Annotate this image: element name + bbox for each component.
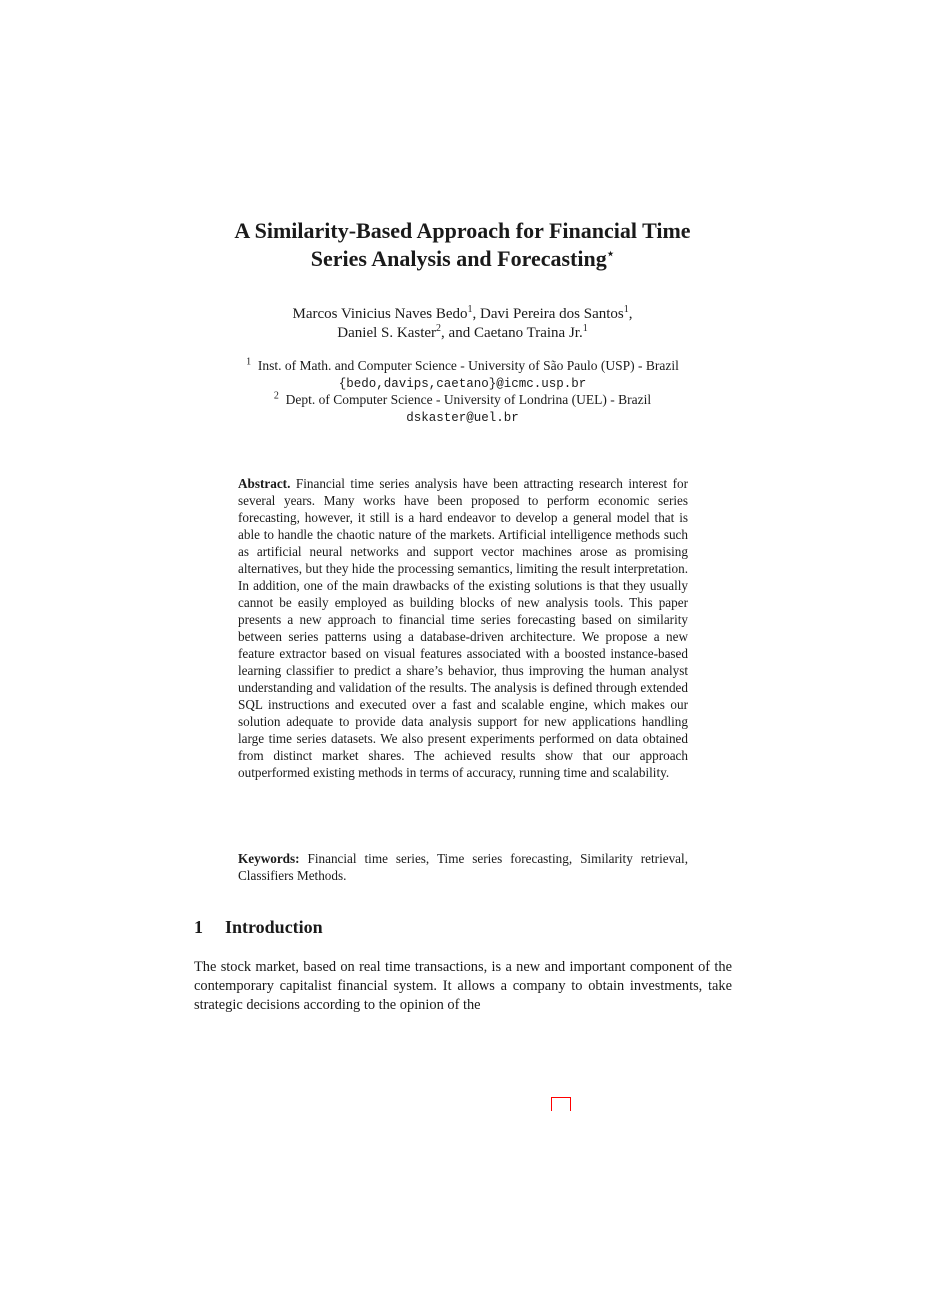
author-separator: , <box>628 306 633 322</box>
affiliation-name: Inst. of Math. and Computer Science - University of São Paulo (USP) - Brazil <box>257 358 679 373</box>
author-affiliation-mark: 2 <box>436 323 442 334</box>
affiliation-mark: 1 <box>246 356 252 368</box>
section-number: 1 <box>194 917 203 937</box>
keywords-text: Financial time series, Time series forecasting, Similarity retrieval, Classifiers Methods. <box>238 851 688 883</box>
keywords <box>238 850 688 884</box>
author-name: Daniel S. Kaster <box>337 325 437 341</box>
title-line-2: Series Analysis and Forecasting <box>310 246 607 271</box>
section-heading-introduction <box>194 916 323 938</box>
keywords-label: Keywords: <box>238 851 300 866</box>
affiliation-email[interactable]: dskaster@uel.br <box>406 411 519 425</box>
author-name: Caetano Traina Jr. <box>473 325 583 341</box>
paper-title <box>150 217 775 273</box>
author-separator: , <box>472 306 481 322</box>
introduction-paragraph: The stock market, based on real time transactions, is a new and important component of the contemporary capitalist financial system. It allows a company to obtain investments, take strategic decisions according to the opinion of the <box>194 959 732 1013</box>
abstract-label: Abstract. <box>238 476 291 491</box>
abstract <box>238 475 688 781</box>
author-list <box>150 305 775 343</box>
affiliation-2 <box>150 391 775 427</box>
author-name: Davi Pereira dos Santos <box>480 306 624 322</box>
affiliation-mark: 2 <box>273 390 279 402</box>
author-affiliation-mark: 1 <box>582 323 588 334</box>
author-name: Marcos Vinicius Naves Bedo <box>292 306 468 322</box>
footnote-link-box[interactable] <box>551 1097 571 1111</box>
affiliation-email[interactable]: {bedo,davips,caetano}@icmc.usp.br <box>338 377 587 391</box>
author-separator: , and <box>441 325 474 341</box>
section-title: Introduction <box>225 917 323 937</box>
author-affiliation-mark: 1 <box>467 304 473 315</box>
title-footnote-mark[interactable]: ⋆ <box>606 246 615 261</box>
affiliation-1 <box>150 357 775 393</box>
author-affiliation-mark: 1 <box>623 304 629 315</box>
title-line-1: A Similarity-Based Approach for Financial Time <box>234 218 691 243</box>
abstract-text: Financial time series analysis have been attracting research interest for several years. Many works have been proposed to perform economic series forecasting, however, it still is a hard endeavor to develop a general model that is able to handle the chaotic nature of the markets. Artificial intelligence methods such as artificial neural networks and support vector machines arose as promising alternatives, but they hide the processing semantics, limiting the result interpretation. In addition, one of the main drawbacks of the existing solutions is that they usually cannot be easily employed as building blocks of new analysis tools. This paper presents a new approach to financial time series forecasting based on similarity between series patterns using a database-driven architecture. We propose a new feature extractor based on visual features associated with a boosted instance-based learning classifier to predict a share’s behavior, thus improving the human analyst understanding and validation of the results. The analysis is defined through extended SQL instructions and executed over a fast and scalable engine, which makes our solution adequate to provide data analysis support for new applications handling large time series datasets. We also present experiments performed on data obtained from distinct market shares. The achieved results show that our approach outperformed existing methods in terms of accuracy, running time and scalability. <box>238 476 688 780</box>
affiliation-name: Dept. of Computer Science - University of Londrina (UEL) - Brazil <box>285 392 652 407</box>
